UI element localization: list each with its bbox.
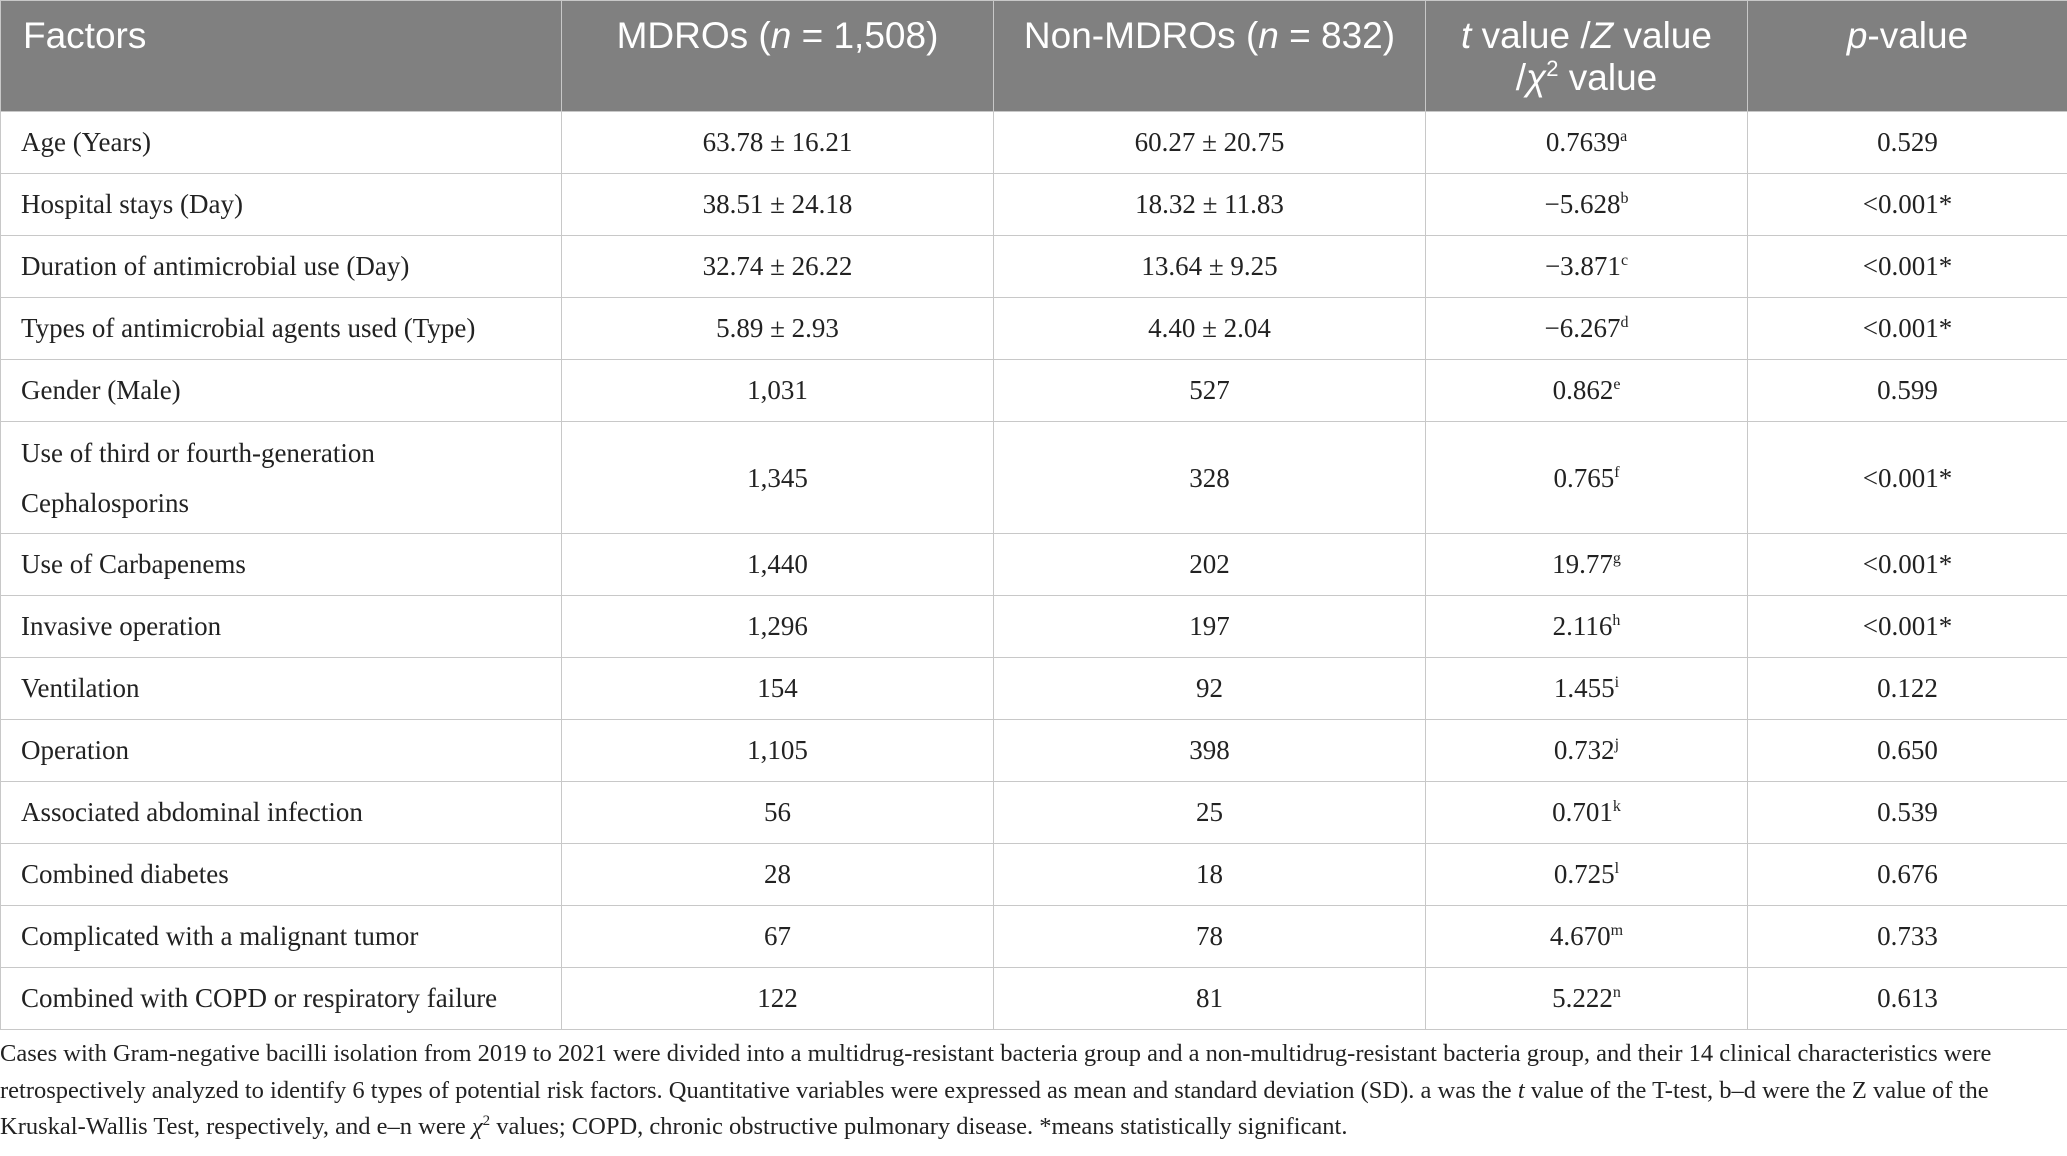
non-mdros-cell: 527	[994, 360, 1426, 422]
header-mdros: MDROs (n = 1,508)	[562, 1, 994, 112]
p-value-cell: 0.599	[1748, 360, 2067, 422]
statistic-cell: 0.725$^l$	[1426, 844, 1748, 906]
p-value-cell: <0.001*	[1748, 236, 2067, 298]
non-mdros-cell: 13.64 ± 9.25	[994, 236, 1426, 298]
non-mdros-cell: 398	[994, 720, 1426, 782]
p-value-cell: <0.001*	[1748, 422, 2067, 534]
table-row	[1, 720, 2067, 782]
factor-cell: Combined diabetes	[1, 844, 562, 906]
statistic-cell: 0.732$^j$	[1426, 720, 1748, 782]
mdros-cell: 63.78 ± 16.21	[562, 112, 994, 174]
non-mdros-cell: 92	[994, 658, 1426, 720]
statistic-cell: 0.701$^k$	[1426, 782, 1748, 844]
factor-cell: Age (Years)	[1, 112, 562, 174]
non-mdros-cell: 25	[994, 782, 1426, 844]
mdros-cell: 28	[562, 844, 994, 906]
statistic-cell: 19.77$^g$	[1426, 534, 1748, 596]
factor-cell: Associated abdominal infection	[1, 782, 562, 844]
table-row	[1, 658, 2067, 720]
header-test-statistic: t value /Z value $/\chi^2$ value	[1426, 1, 1748, 112]
header-p-value: p-value	[1748, 1, 2067, 112]
table-row	[1, 298, 2067, 360]
statistic-cell: 0.765$^f$	[1426, 422, 1748, 534]
non-mdros-cell: 81	[994, 968, 1426, 1030]
p-value-cell: 0.676	[1748, 844, 2067, 906]
table-row	[1, 236, 2067, 298]
factor-cell: Use of third or fourth-generation Cephalosporins	[1, 422, 562, 534]
statistic-cell: 5.222$^n$	[1426, 968, 1748, 1030]
p-value-cell: 0.122	[1748, 658, 2067, 720]
statistic-cell: 2.116$^h$	[1426, 596, 1748, 658]
p-value-cell: 0.539	[1748, 782, 2067, 844]
statistic-cell: 4.670$^m$	[1426, 906, 1748, 968]
table-footnote: Cases with Gram-negative bacilli isolation from 2019 to 2021 were divided into a multidrug-resistant bacteria group and a non-multidrug-resistant bacteria group, and their 14 clinical characteristics were retrospectively analyzed to identify 6 types of potential risk factors. Quantitative variables were expressed as mean and standard deviation (SD). a was the t value of the T-test, b–d were the Z value of the Kruskal-Wallis Test, respectively, and e–n were $\chi^2$ values; COPD, chronic obstructive pulmonary disease. *means statistically significant.	[0, 1040, 1992, 1140]
factor-cell: Gender (Male)	[1, 360, 562, 422]
header-factors: Factors	[1, 1, 562, 112]
table-row	[1, 112, 2067, 174]
non-mdros-cell: 18	[994, 844, 1426, 906]
mdros-cell: 1,031	[562, 360, 994, 422]
non-mdros-cell: 4.40 ± 2.04	[994, 298, 1426, 360]
factor-cell: Duration of antimicrobial use (Day)	[1, 236, 562, 298]
table-row	[1, 968, 2067, 1030]
factor-cell: Complicated with a malignant tumor	[1, 906, 562, 968]
factor-cell: Combined with COPD or respiratory failure	[1, 968, 562, 1030]
mdros-cell: 1,296	[562, 596, 994, 658]
mdros-cell: 1,440	[562, 534, 994, 596]
non-mdros-cell: 60.27 ± 20.75	[994, 112, 1426, 174]
factor-cell: Types of antimicrobial agents used (Type)	[1, 298, 562, 360]
p-value-cell: 0.529	[1748, 112, 2067, 174]
table-row	[1, 534, 2067, 596]
mdros-cell: 1,105	[562, 720, 994, 782]
non-mdros-cell: 202	[994, 534, 1426, 596]
table-row	[1, 422, 2067, 534]
table-row	[1, 596, 2067, 658]
mdros-cell: 1,345	[562, 422, 994, 534]
p-value-cell: 0.733	[1748, 906, 2067, 968]
table-row	[1, 906, 2067, 968]
mdros-cell: 67	[562, 906, 994, 968]
mdros-cell: 38.51 ± 24.18	[562, 174, 994, 236]
non-mdros-cell: 78	[994, 906, 1426, 968]
factor-cell: Ventilation	[1, 658, 562, 720]
statistic-cell: −3.871$^c$	[1426, 236, 1748, 298]
statistic-cell: −5.628$^b$	[1426, 174, 1748, 236]
p-value-cell: <0.001*	[1748, 298, 2067, 360]
table-row	[1, 844, 2067, 906]
non-mdros-cell: 328	[994, 422, 1426, 534]
table-row	[1, 174, 2067, 236]
factor-cell: Use of Carbapenems	[1, 534, 562, 596]
header-non-mdros: Non-MDROs (n = 832)	[994, 1, 1426, 112]
statistic-cell: 1.455$^i$	[1426, 658, 1748, 720]
statistic-cell: 0.862e	[1426, 360, 1748, 422]
p-value-cell: <0.001*	[1748, 174, 2067, 236]
mdros-cell: 32.74 ± 26.22	[562, 236, 994, 298]
p-value-cell: 0.650	[1748, 720, 2067, 782]
mdros-cell: 122	[562, 968, 994, 1030]
factor-cell: Hospital stays (Day)	[1, 174, 562, 236]
non-mdros-cell: 18.32 ± 11.83	[994, 174, 1426, 236]
table-header-row	[1, 1, 2067, 112]
non-mdros-cell: 197	[994, 596, 1426, 658]
mdros-cell: 5.89 ± 2.93	[562, 298, 994, 360]
statistic-cell: 0.7639$^a$	[1426, 112, 1748, 174]
p-value-cell: <0.001*	[1748, 534, 2067, 596]
mdros-cell: 154	[562, 658, 994, 720]
factor-cell: Invasive operation	[1, 596, 562, 658]
statistic-cell: −6.267$^d$	[1426, 298, 1748, 360]
mdros-cell: 56	[562, 782, 994, 844]
p-value-cell: <0.001*	[1748, 596, 2067, 658]
table-row	[1, 360, 2067, 422]
factor-cell: Operation	[1, 720, 562, 782]
p-value-cell: 0.613	[1748, 968, 2067, 1030]
table-row	[1, 782, 2067, 844]
